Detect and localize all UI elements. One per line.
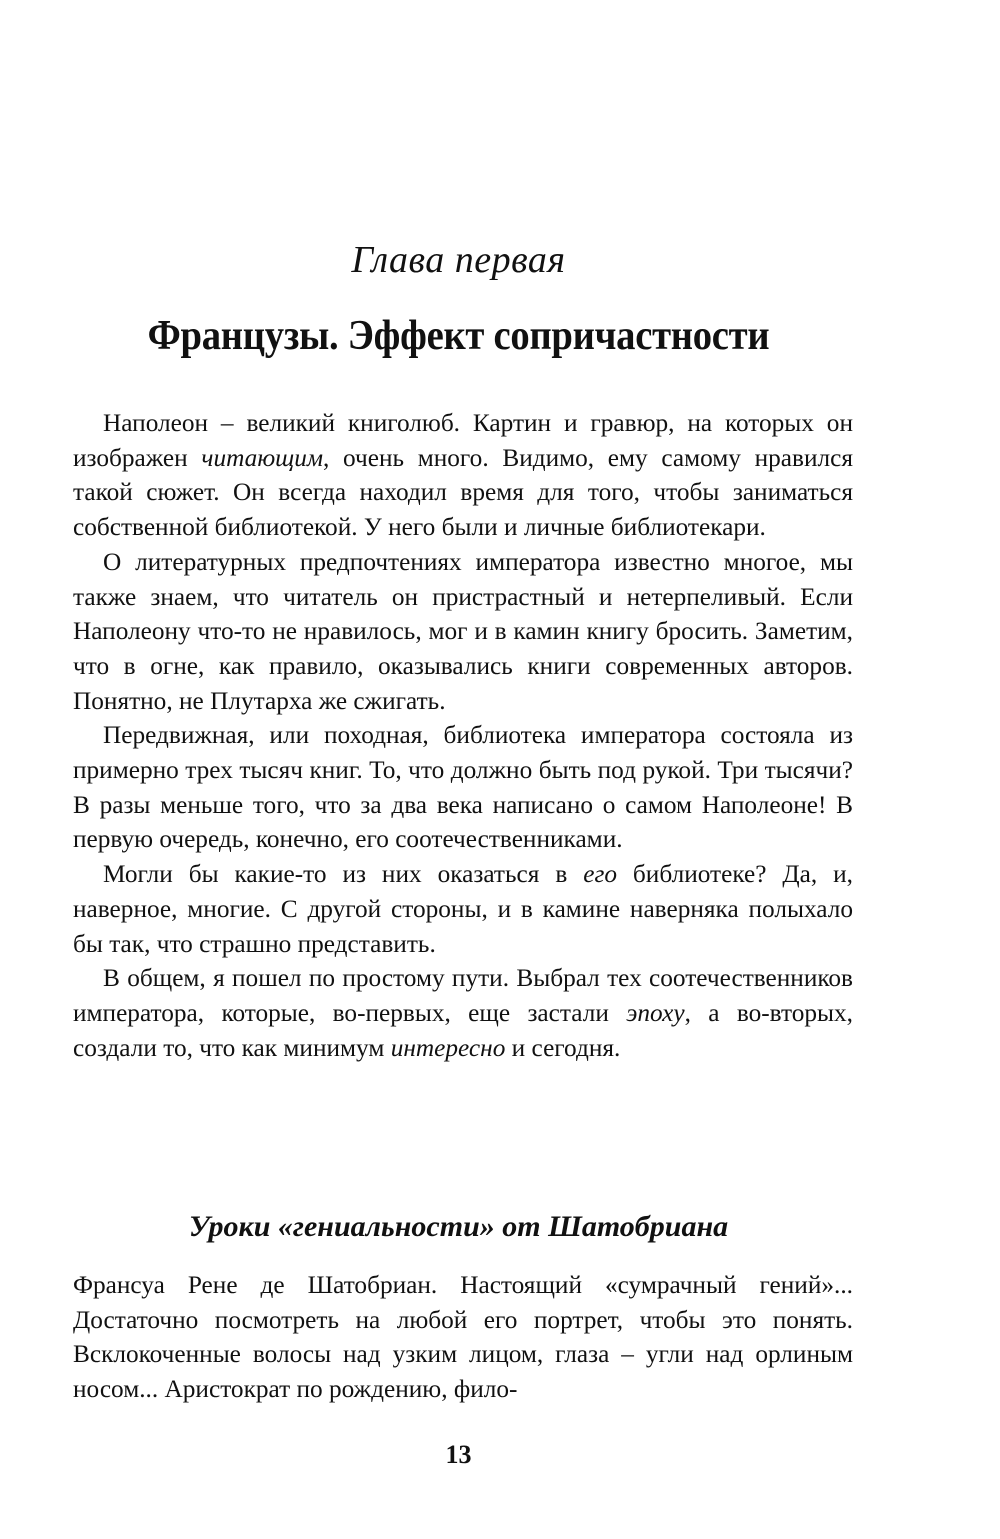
paragraph-5-text-c: и сегодня. bbox=[505, 1033, 621, 1062]
paragraph-4-emphasis: его bbox=[583, 860, 617, 889]
paragraph-5-text-b: , а во-вторых, создали то, что как минимум bbox=[73, 998, 853, 1062]
section-body bbox=[73, 1268, 853, 1407]
paragraph-1 bbox=[73, 406, 853, 545]
paragraph-5-emphasis-1: эпоху bbox=[626, 998, 685, 1027]
paragraph-3: Передвижная, или походная, библиотека императора состояла из примерно трех тысяч книг. То, что должно быть под рукой. Три тысячи? В разы меньше того, что за два века написано о самом Наполеоне! В первую очередь, конечно, его соотечественниками. bbox=[73, 721, 853, 854]
paragraph-4-text-b: библиотеке? Да, и, наверное, многие. С другой стороны, и в камине наверняка полыхало бы так, что страшно представить. bbox=[73, 860, 854, 958]
paragraph-5-text-a: В общем, я пошел по простому пути. Выбрал тех соотечественников императора, которые, во-первых, еще застали bbox=[73, 964, 853, 1027]
paragraph-2: О литературных предпочтениях императора известно многое, мы также знаем, что читатель он пристрастный и нетерпеливый. Если Наполеону что-то не нравилось, мог и в камин книгу бросить. Заметим, что в огне, как правило, оказывались книги современных авторов. Понятно, не Плутарха же сжигать. bbox=[73, 547, 853, 715]
page-number: 13 bbox=[445, 1440, 472, 1469]
paragraph-5-emphasis-2: интересно bbox=[390, 1033, 506, 1062]
paragraph-4-text-a: Могли бы какие-то из них оказаться в bbox=[103, 860, 584, 889]
paragraph-1-emphasis: читающим bbox=[201, 443, 324, 472]
paragraph-1-text-a: Наполеон – великий книголюб. Картин и гравюр, на которых он изображен bbox=[73, 409, 853, 472]
chapter-title: Французы. Эффект сопричастности bbox=[147, 313, 770, 359]
chapter-body bbox=[73, 406, 853, 1065]
paragraph-5 bbox=[73, 961, 853, 1065]
chapter-label: Глава первая bbox=[351, 239, 566, 281]
section-paragraph-1: Франсуа Рене де Шатобриан. Настоящий «сумрачный гений»... Достаточно посмотреть на любой его портрет, чтобы это понять. Всклокоченные волосы над узким лицом, глаза – угли над орлиным носом... Аристократ по рождению, фило- bbox=[73, 1271, 853, 1404]
paragraph-1-text-b: , очень много. Видимо, ему самому нравился такой сюжет. Он всегда находил время для того, чтобы заниматься собственной библиотекой. У него были и личные библиотекари. bbox=[73, 443, 854, 542]
section-heading: Уроки «гениальности» от Шатобриана bbox=[188, 1210, 729, 1243]
paragraph-4 bbox=[73, 857, 853, 961]
